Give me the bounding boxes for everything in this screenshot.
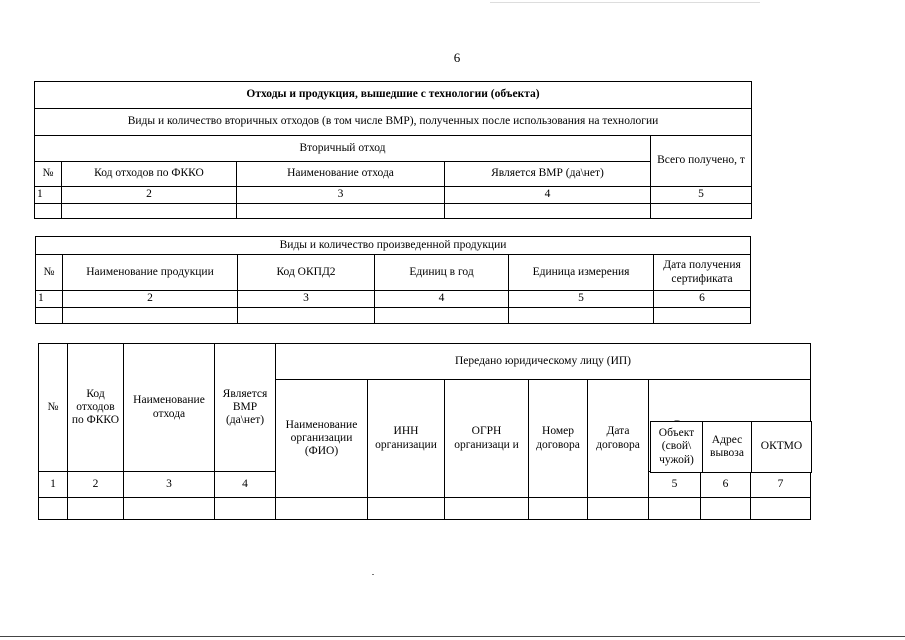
scan-speck bbox=[490, 2, 760, 3]
table3-header-contract-date: Дата договора bbox=[588, 380, 649, 498]
table1-empty-cell bbox=[651, 204, 752, 219]
table1-header-no: № bbox=[35, 162, 62, 187]
table2-header-product: Наименование продукции bbox=[63, 255, 238, 291]
table1-title: Отходы и продукция, вышедшие с технологии (объекта) bbox=[35, 82, 752, 109]
table3-empty-cell bbox=[39, 498, 68, 520]
table3-num-5: 5 bbox=[649, 472, 701, 498]
table3-header-oktmo: ОКТМО bbox=[752, 422, 812, 473]
table2-header-measure: Единица измерения bbox=[509, 255, 654, 291]
scan-edge-line bbox=[0, 636, 905, 637]
table1-num-4: 4 bbox=[445, 187, 651, 204]
table2-num-5: 5 bbox=[509, 291, 654, 308]
table1-empty-cell bbox=[237, 204, 445, 219]
table2-empty-cell bbox=[63, 308, 238, 324]
table2-header-cert-date: Дата получения сертификата bbox=[654, 255, 751, 291]
table2-num-2: 2 bbox=[63, 291, 238, 308]
table3-header-address: Адрес вывоза bbox=[703, 422, 752, 473]
page-number: 6 bbox=[453, 50, 461, 65]
table3-empty-cell bbox=[529, 498, 588, 520]
table1-header-name: Наименование отхода bbox=[237, 162, 445, 187]
table3-num-1: 1 bbox=[39, 472, 68, 498]
table3-num-2: 2 bbox=[68, 472, 124, 498]
table1-total-header: Всего получено, т bbox=[651, 136, 752, 187]
table3-header-no: № bbox=[39, 344, 68, 472]
table3-num-7: 7 bbox=[751, 472, 811, 498]
table1-num-2: 2 bbox=[62, 187, 237, 204]
table3-num-6: 6 bbox=[701, 472, 751, 498]
table2-header-units: Единиц в год bbox=[375, 255, 509, 291]
table3-num-3: 3 bbox=[124, 472, 215, 498]
table3-empty-cell bbox=[368, 498, 445, 520]
products-table bbox=[35, 236, 751, 324]
table3-header-inn: ИНН организации bbox=[368, 380, 445, 498]
table3-num-4: 4 bbox=[215, 472, 276, 498]
table2-empty-cell bbox=[375, 308, 509, 324]
table2-header-no: № bbox=[36, 255, 63, 291]
table1-num-3: 3 bbox=[237, 187, 445, 204]
table1-header-code: Код отходов по ФККО bbox=[62, 162, 237, 187]
table1-subtitle: Виды и количество вторичных отходов (в том числе ВМР), полученных после использования на технологии bbox=[35, 109, 752, 136]
table3-header-vmr: Является ВМР (да\нет) bbox=[215, 344, 276, 472]
table3-empty-cell bbox=[124, 498, 215, 520]
table2-empty-cell bbox=[509, 308, 654, 324]
table2-num-3: 3 bbox=[238, 291, 375, 308]
table3-empty-cell bbox=[751, 498, 811, 520]
table3-header-name: Наименование отхода bbox=[124, 344, 215, 472]
table3-header-ogrn: ОГРН организаци и bbox=[445, 380, 529, 498]
table2-num-4: 4 bbox=[375, 291, 509, 308]
table1-empty-cell bbox=[35, 204, 62, 219]
table3-empty-cell bbox=[215, 498, 276, 520]
table2-header-okpd: Код ОКПД2 bbox=[238, 255, 375, 291]
scan-speck bbox=[372, 574, 374, 575]
waste-output-table bbox=[34, 81, 752, 219]
table2-num-1: 1 bbox=[36, 291, 63, 308]
table1-header-vmr: Является ВМР (да\нет) bbox=[445, 162, 651, 187]
table1-num-5: 5 bbox=[651, 187, 752, 204]
table1-empty-cell bbox=[62, 204, 237, 219]
table1-empty-cell bbox=[445, 204, 651, 219]
table2-title: Виды и количество произведенной продукции bbox=[36, 237, 751, 255]
table3-empty-cell bbox=[276, 498, 368, 520]
table2-empty-cell bbox=[238, 308, 375, 324]
table3-header-object: Объект (свой\ чужой) bbox=[651, 422, 703, 473]
self-subheader-block bbox=[650, 421, 812, 473]
table2-num-6: 6 bbox=[654, 291, 751, 308]
table3-empty-cell bbox=[68, 498, 124, 520]
table1-group-header: Вторичный отход bbox=[35, 136, 651, 162]
table3-empty-cell bbox=[445, 498, 529, 520]
table1-num-1: 1 bbox=[35, 187, 62, 204]
table3-empty-cell bbox=[701, 498, 751, 520]
table2-empty-cell bbox=[654, 308, 751, 324]
table3-empty-cell bbox=[649, 498, 701, 520]
table2-empty-cell bbox=[36, 308, 63, 324]
table3-header-org-name: Наименование организации (ФИО) bbox=[276, 380, 368, 498]
table3-header-contract-no: Номер договора bbox=[529, 380, 588, 498]
table3-group-header: Передано юридическому лицу (ИП) bbox=[276, 344, 811, 380]
table3-header-code: Код отходов по ФККО bbox=[68, 344, 124, 472]
table3-empty-cell bbox=[588, 498, 649, 520]
